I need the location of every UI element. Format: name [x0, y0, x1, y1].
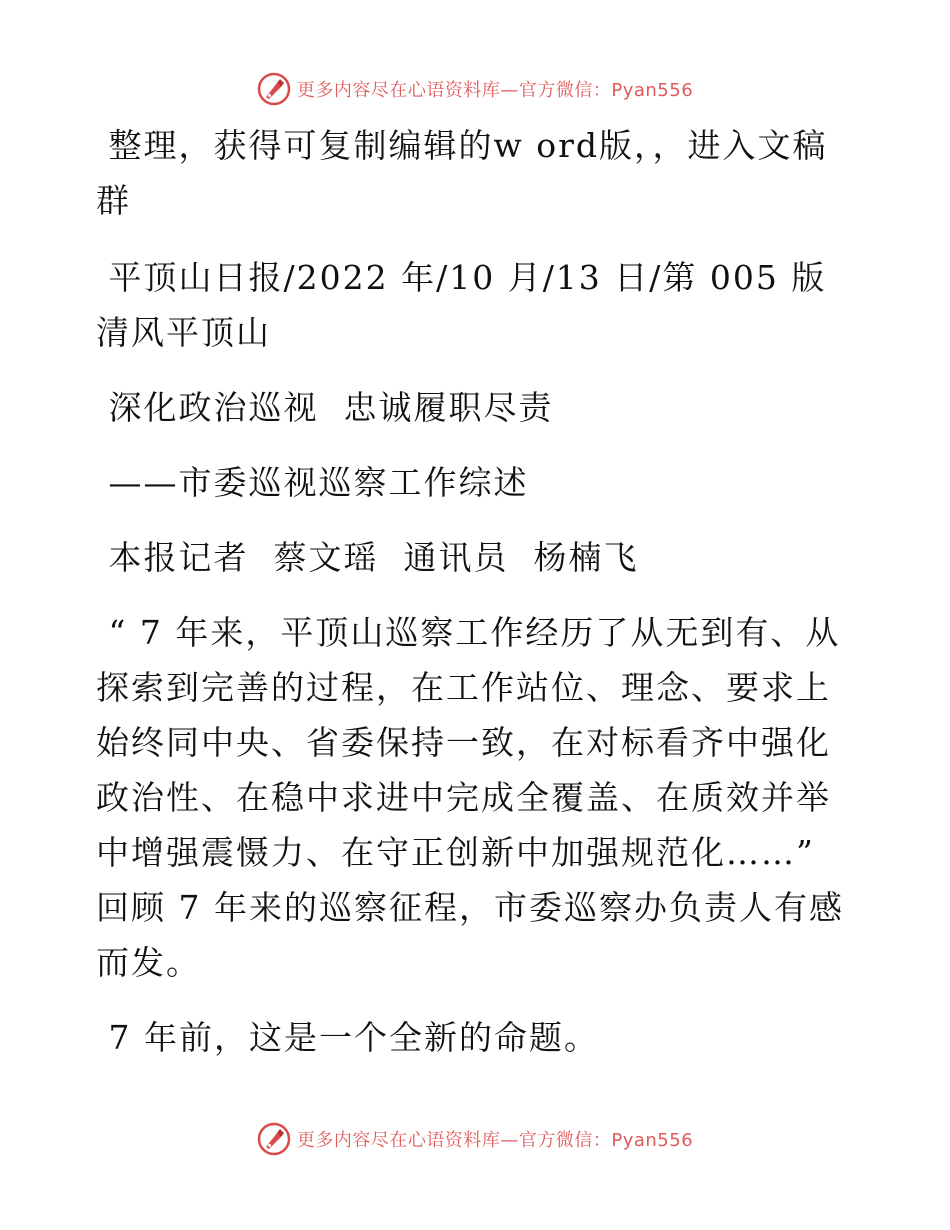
paragraph-closing: 7 年前，这是一个全新的命题。 [96, 1018, 599, 1057]
document-body [96, 118, 851, 1065]
header-watermark-text: 更多内容尽在心语资料库—官方微信：Pyan556 [296, 80, 694, 101]
article-subtitle: ——市委巡视巡察工作综述 [96, 463, 529, 502]
footer-watermark-banner [0, 1122, 950, 1156]
paragraph-source: 平顶山日报/2022 年/10 月/13 日/第 005 版清风平顶山 [96, 258, 827, 352]
footer-watermark-text: 更多内容尽在心语资料库—官方微信：Pyan556 [296, 1130, 694, 1151]
paragraph-intro: 整理，获得可复制编辑的w ord版，，进入文稿群 [96, 126, 828, 220]
article-byline: 本报记者 蔡文瑶 通讯员 杨楠飞 [96, 538, 639, 577]
article-title: 深化政治巡视 忠诚履职尽责 [96, 388, 554, 427]
pen-nib-logo-icon [257, 1122, 291, 1156]
header-watermark-banner [0, 72, 950, 106]
pen-nib-logo-icon [257, 72, 291, 106]
paragraph-quote: “ 7 年来，平顶山巡察工作经历了从无到有、从探索到完善的过程，在工作站位、理念、要求上始终同中央、省委保持一致，在对标看齐中强化政治性、在稳中求进中完成全覆盖、在质效并举中增强震慑力、在守正创新中加强规范化……” 回顾 7 年来的巡察征程，市委巡察办负责人有感而发。 [96, 613, 844, 982]
